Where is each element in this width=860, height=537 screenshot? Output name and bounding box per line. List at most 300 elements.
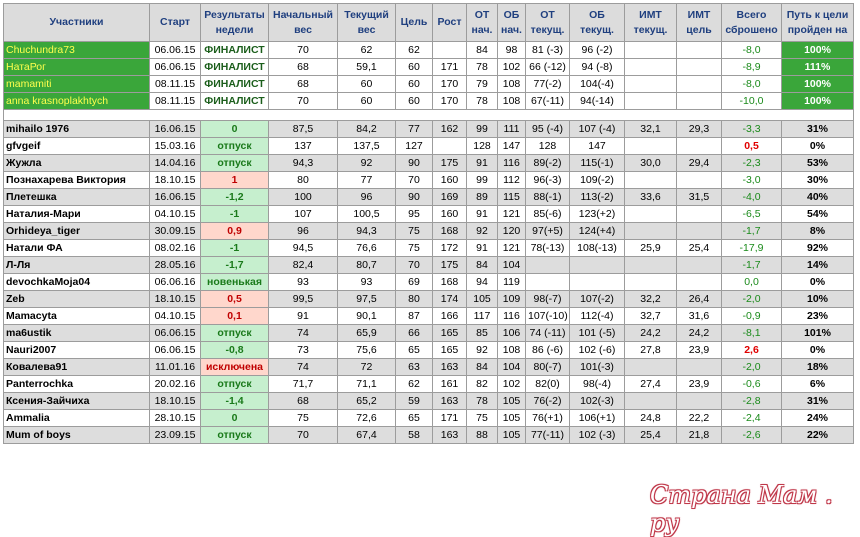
cell-bmi-goal — [677, 257, 722, 274]
cell-bmi-goal — [677, 172, 722, 189]
cell-ot-start: 79 — [467, 76, 498, 93]
cell-ot-cur: 76(-2) — [526, 393, 570, 410]
cell-goal: 127 — [396, 138, 433, 155]
cell-total: -4,0 — [722, 189, 782, 206]
table-row — [4, 93, 854, 110]
cell-goal: 75 — [396, 223, 433, 240]
cell-path: 54% — [782, 206, 854, 223]
cell-total: -8,0 — [722, 76, 782, 93]
cell-bmi-cur: 24,2 — [625, 325, 677, 342]
table-row — [4, 376, 854, 393]
cell-ob-start: 121 — [498, 240, 526, 257]
cell-goal: 69 — [396, 274, 433, 291]
cell-ob-start: 116 — [498, 155, 526, 172]
cell-bmi-cur: 25,9 — [625, 240, 677, 257]
cell-height: 168 — [433, 223, 467, 240]
cell-start: 08.02.16 — [150, 240, 201, 257]
cell-ot-start: 91 — [467, 240, 498, 257]
cell-name: mihailo 1976 — [4, 121, 150, 138]
cell-goal: 87 — [396, 308, 433, 325]
header-height: Рост — [433, 4, 467, 42]
cell-ob-cur: 113(-2) — [570, 189, 625, 206]
cell-ob-cur: 102 (-6) — [570, 342, 625, 359]
cell-bmi-cur: 32,7 — [625, 308, 677, 325]
cell-height: 165 — [433, 325, 467, 342]
cell-path: 6% — [782, 376, 854, 393]
cell-bmi-goal: 25,4 — [677, 240, 722, 257]
cell-result: 1 — [201, 172, 269, 189]
cell-goal: 65 — [396, 410, 433, 427]
cell-current: 97,5 — [338, 291, 396, 308]
cell-name: ma6ustik — [4, 325, 150, 342]
cell-result: -1,2 — [201, 189, 269, 206]
cell-ob-start: 112 — [498, 172, 526, 189]
cell-current: 62 — [338, 42, 396, 59]
cell-ob-cur: 107(-2) — [570, 291, 625, 308]
cell-ob-start: 98 — [498, 42, 526, 59]
cell-current: 75,6 — [338, 342, 396, 359]
cell-initial: 70 — [269, 427, 338, 444]
cell-ob-start: 105 — [498, 427, 526, 444]
cell-result: отпуск — [201, 376, 269, 393]
separator-cell — [4, 110, 854, 121]
cell-ob-cur: 108(-13) — [570, 240, 625, 257]
cell-path: 111% — [782, 59, 854, 76]
cell-ot-cur: 97(+5) — [526, 223, 570, 240]
cell-ob-cur — [570, 274, 625, 291]
cell-ot-cur: 81 (-3) — [526, 42, 570, 59]
cell-start: 16.06.15 — [150, 189, 201, 206]
cell-path: 8% — [782, 223, 854, 240]
cell-initial: 100 — [269, 189, 338, 206]
cell-ob-start: 105 — [498, 393, 526, 410]
cell-bmi-goal: 29,3 — [677, 121, 722, 138]
cell-total: -0,9 — [722, 308, 782, 325]
header-row — [4, 4, 854, 42]
cell-total: -2,3 — [722, 155, 782, 172]
cell-initial: 82,4 — [269, 257, 338, 274]
header-result: Результаты недели — [201, 4, 269, 42]
cell-total: -0,6 — [722, 376, 782, 393]
cell-bmi-cur: 32,2 — [625, 291, 677, 308]
table-row — [4, 76, 854, 93]
cell-ot-cur: 86 (-6) — [526, 342, 570, 359]
cell-bmi-goal — [677, 223, 722, 240]
cell-ob-cur: 124(+4) — [570, 223, 625, 240]
cell-start: 06.06.15 — [150, 59, 201, 76]
cell-goal: 90 — [396, 155, 433, 172]
cell-ot-start: 78 — [467, 393, 498, 410]
cell-total: -8,9 — [722, 59, 782, 76]
cell-path: 10% — [782, 291, 854, 308]
cell-path: 22% — [782, 427, 854, 444]
cell-ot-start: 99 — [467, 121, 498, 138]
table-row — [4, 189, 854, 206]
cell-start: 14.04.16 — [150, 155, 201, 172]
cell-name: Натали ФА — [4, 240, 150, 257]
header-ob-start: ОБ нач. — [498, 4, 526, 42]
table-row — [4, 59, 854, 76]
cell-current: 67,4 — [338, 427, 396, 444]
cell-total: -2,6 — [722, 427, 782, 444]
cell-current: 65,2 — [338, 393, 396, 410]
cell-height: 171 — [433, 59, 467, 76]
cell-goal: 75 — [396, 240, 433, 257]
cell-ob-start: 121 — [498, 206, 526, 223]
cell-bmi-goal — [677, 93, 722, 110]
cell-current: 77 — [338, 172, 396, 189]
cell-bmi-cur — [625, 359, 677, 376]
table-row — [4, 325, 854, 342]
cell-height: 166 — [433, 308, 467, 325]
cell-total: -2,4 — [722, 410, 782, 427]
cell-ot-start: 92 — [467, 342, 498, 359]
cell-height: 168 — [433, 274, 467, 291]
cell-initial: 70 — [269, 93, 338, 110]
cell-current: 72,6 — [338, 410, 396, 427]
cell-bmi-cur: 32,1 — [625, 121, 677, 138]
cell-goal: 77 — [396, 121, 433, 138]
cell-path: 100% — [782, 42, 854, 59]
cell-start: 18.10.15 — [150, 393, 201, 410]
cell-ob-start: 108 — [498, 93, 526, 110]
cell-bmi-cur: 25,4 — [625, 427, 677, 444]
header-total: Всего сброшено — [722, 4, 782, 42]
table-row — [4, 393, 854, 410]
cell-ob-start: 102 — [498, 376, 526, 393]
header-initial: Начальный вес — [269, 4, 338, 42]
cell-start: 08.11.15 — [150, 93, 201, 110]
cell-bmi-cur — [625, 59, 677, 76]
cell-ot-start: 88 — [467, 427, 498, 444]
cell-initial: 68 — [269, 76, 338, 93]
cell-path: 0% — [782, 274, 854, 291]
table-row — [4, 223, 854, 240]
cell-ot-cur: 74 (-11) — [526, 325, 570, 342]
cell-height — [433, 138, 467, 155]
cell-bmi-goal — [677, 274, 722, 291]
cell-current: 65,9 — [338, 325, 396, 342]
cell-ot-cur: 66 (-12) — [526, 59, 570, 76]
cell-ot-start: 92 — [467, 223, 498, 240]
cell-path: 18% — [782, 359, 854, 376]
header-current: Текущий вес — [338, 4, 396, 42]
cell-height: 171 — [433, 410, 467, 427]
cell-name: Жужла — [4, 155, 150, 172]
cell-ob-cur: 94 (-8) — [570, 59, 625, 76]
cell-start: 18.10.15 — [150, 291, 201, 308]
cell-ot-start: 128 — [467, 138, 498, 155]
cell-ob-start: 105 — [498, 410, 526, 427]
cell-initial: 73 — [269, 342, 338, 359]
cell-initial: 99,5 — [269, 291, 338, 308]
cell-ob-start: 108 — [498, 342, 526, 359]
cell-ob-cur: 147 — [570, 138, 625, 155]
cell-current: 100,5 — [338, 206, 396, 223]
cell-path: 101% — [782, 325, 854, 342]
cell-path: 100% — [782, 93, 854, 110]
cell-total: -3,3 — [722, 121, 782, 138]
cell-current: 90,1 — [338, 308, 396, 325]
cell-current: 60 — [338, 93, 396, 110]
cell-result: отпуск — [201, 427, 269, 444]
cell-initial: 107 — [269, 206, 338, 223]
cell-ot-cur: 78(-13) — [526, 240, 570, 257]
cell-total: -8,0 — [722, 42, 782, 59]
cell-ot-cur: 89(-2) — [526, 155, 570, 172]
cell-path: 14% — [782, 257, 854, 274]
cell-initial: 87,5 — [269, 121, 338, 138]
cell-goal: 60 — [396, 93, 433, 110]
cell-ob-start: 104 — [498, 257, 526, 274]
table-row — [4, 121, 854, 138]
cell-start: 28.05.16 — [150, 257, 201, 274]
weight-loss-table — [3, 3, 854, 444]
cell-bmi-goal — [677, 42, 722, 59]
cell-height: 162 — [433, 121, 467, 138]
cell-total: 0,0 — [722, 274, 782, 291]
cell-current: 137,5 — [338, 138, 396, 155]
header-ot-start: ОТ нач. — [467, 4, 498, 42]
header-goal: Цель — [396, 4, 433, 42]
cell-result: 0 — [201, 121, 269, 138]
cell-bmi-goal: 31,5 — [677, 189, 722, 206]
cell-name: Orhideya_tiger — [4, 223, 150, 240]
table-row — [4, 257, 854, 274]
cell-ob-cur: 98(-4) — [570, 376, 625, 393]
cell-bmi-cur: 27,4 — [625, 376, 677, 393]
cell-ot-start: 91 — [467, 155, 498, 172]
cell-bmi-goal — [677, 393, 722, 410]
cell-ob-cur: 109(-2) — [570, 172, 625, 189]
cell-current: 60 — [338, 76, 396, 93]
table-row — [4, 274, 854, 291]
cell-result: исключена — [201, 359, 269, 376]
header-start: Старт — [150, 4, 201, 42]
cell-name: НатаРог — [4, 59, 150, 76]
cell-bmi-cur — [625, 257, 677, 274]
cell-bmi-cur: 33,6 — [625, 189, 677, 206]
header-ob-cur: ОБ текущ. — [570, 4, 625, 42]
cell-name: Ammalia — [4, 410, 150, 427]
cell-ot-start: 78 — [467, 59, 498, 76]
cell-height: 170 — [433, 93, 467, 110]
cell-total: 0,5 — [722, 138, 782, 155]
cell-initial: 91 — [269, 308, 338, 325]
cell-path: 23% — [782, 308, 854, 325]
cell-bmi-cur: 30,0 — [625, 155, 677, 172]
cell-name: Nauri2007 — [4, 342, 150, 359]
cell-bmi-goal — [677, 359, 722, 376]
cell-path: 30% — [782, 172, 854, 189]
cell-bmi-goal: 24,2 — [677, 325, 722, 342]
cell-start: 06.06.15 — [150, 342, 201, 359]
cell-goal: 95 — [396, 206, 433, 223]
cell-height — [433, 42, 467, 59]
cell-result: отпуск — [201, 138, 269, 155]
cell-height: 163 — [433, 359, 467, 376]
cell-name: Panterrochka — [4, 376, 150, 393]
cell-initial: 94,5 — [269, 240, 338, 257]
header-bmi-cur: ИМТ текущ. — [625, 4, 677, 42]
cell-total: -8,1 — [722, 325, 782, 342]
cell-path: 100% — [782, 76, 854, 93]
cell-current: 93 — [338, 274, 396, 291]
cell-current: 84,2 — [338, 121, 396, 138]
cell-name: Познахарева Виктория — [4, 172, 150, 189]
cell-height: 174 — [433, 291, 467, 308]
cell-ob-start: 111 — [498, 121, 526, 138]
cell-name: Наталия-Мари — [4, 206, 150, 223]
cell-height: 160 — [433, 172, 467, 189]
cell-initial: 75 — [269, 410, 338, 427]
cell-name: Mamacyta — [4, 308, 150, 325]
cell-ot-cur: 95 (-4) — [526, 121, 570, 138]
cell-height: 172 — [433, 240, 467, 257]
cell-ot-cur: 98(-7) — [526, 291, 570, 308]
cell-name: mamamiti — [4, 76, 150, 93]
cell-start: 16.06.15 — [150, 121, 201, 138]
cell-goal: 70 — [396, 172, 433, 189]
header-path: Путь к цели пройден на — [782, 4, 854, 42]
cell-path: 40% — [782, 189, 854, 206]
cell-total: -10,0 — [722, 93, 782, 110]
cell-bmi-cur — [625, 274, 677, 291]
table-row — [4, 359, 854, 376]
cell-ot-cur — [526, 274, 570, 291]
cell-total: -6,5 — [722, 206, 782, 223]
cell-goal: 70 — [396, 257, 433, 274]
cell-ot-start: 117 — [467, 308, 498, 325]
cell-start: 06.06.15 — [150, 42, 201, 59]
separator-row — [4, 110, 854, 121]
cell-current: 76,6 — [338, 240, 396, 257]
cell-goal: 90 — [396, 189, 433, 206]
cell-ot-cur: 128 — [526, 138, 570, 155]
cell-result: ФИНАЛИСТ — [201, 59, 269, 76]
cell-start: 04.10.15 — [150, 206, 201, 223]
cell-ob-cur: 94(-14) — [570, 93, 625, 110]
cell-height: 161 — [433, 376, 467, 393]
cell-bmi-cur — [625, 206, 677, 223]
cell-current: 71,1 — [338, 376, 396, 393]
cell-start: 08.11.15 — [150, 76, 201, 93]
cell-bmi-cur — [625, 93, 677, 110]
cell-ot-cur: 85(-6) — [526, 206, 570, 223]
cell-total: -1,7 — [722, 223, 782, 240]
cell-result: 0 — [201, 410, 269, 427]
cell-path: 31% — [782, 121, 854, 138]
cell-result: ФИНАЛИСТ — [201, 76, 269, 93]
cell-ob-start: 115 — [498, 189, 526, 206]
cell-result: ФИНАЛИСТ — [201, 93, 269, 110]
cell-start: 18.10.15 — [150, 172, 201, 189]
cell-ob-cur: 107 (-4) — [570, 121, 625, 138]
cell-ob-start: 106 — [498, 325, 526, 342]
cell-ot-start: 91 — [467, 206, 498, 223]
cell-current: 94,3 — [338, 223, 396, 240]
cell-bmi-cur — [625, 393, 677, 410]
cell-ob-start: 116 — [498, 308, 526, 325]
cell-bmi-goal: 21,8 — [677, 427, 722, 444]
cell-ob-cur: 104(-4) — [570, 76, 625, 93]
cell-goal: 59 — [396, 393, 433, 410]
cell-goal: 58 — [396, 427, 433, 444]
cell-result: -1 — [201, 206, 269, 223]
cell-height: 163 — [433, 427, 467, 444]
cell-result: новенькая — [201, 274, 269, 291]
cell-ob-start: 102 — [498, 59, 526, 76]
cell-ob-cur: 102(-3) — [570, 393, 625, 410]
cell-total: 2,6 — [722, 342, 782, 359]
cell-ot-start: 75 — [467, 410, 498, 427]
cell-ot-cur: 77(-2) — [526, 76, 570, 93]
cell-ot-cur: 88(-1) — [526, 189, 570, 206]
cell-bmi-goal — [677, 59, 722, 76]
cell-ot-start: 84 — [467, 359, 498, 376]
cell-bmi-goal: 22,2 — [677, 410, 722, 427]
cell-path: 31% — [782, 393, 854, 410]
cell-initial: 80 — [269, 172, 338, 189]
cell-name: gfvgeif — [4, 138, 150, 155]
cell-start: 04.10.15 — [150, 308, 201, 325]
cell-ob-start: 119 — [498, 274, 526, 291]
cell-initial: 93 — [269, 274, 338, 291]
cell-ob-cur: 115(-1) — [570, 155, 625, 172]
cell-start: 28.10.15 — [150, 410, 201, 427]
table-row — [4, 42, 854, 59]
cell-bmi-cur: 27,8 — [625, 342, 677, 359]
cell-goal: 63 — [396, 359, 433, 376]
table-row — [4, 240, 854, 257]
cell-bmi-goal — [677, 206, 722, 223]
cell-total: -2,0 — [722, 359, 782, 376]
cell-bmi-goal: 31,6 — [677, 308, 722, 325]
cell-result: 0,9 — [201, 223, 269, 240]
cell-result: -1,4 — [201, 393, 269, 410]
cell-ot-start: 78 — [467, 93, 498, 110]
cell-height: 169 — [433, 189, 467, 206]
cell-ot-start: 82 — [467, 376, 498, 393]
cell-path: 24% — [782, 410, 854, 427]
header-ot-cur: ОТ текущ. — [526, 4, 570, 42]
cell-ot-start: 105 — [467, 291, 498, 308]
cell-path: 53% — [782, 155, 854, 172]
cell-total: -1,7 — [722, 257, 782, 274]
table-row — [4, 308, 854, 325]
cell-current: 59,1 — [338, 59, 396, 76]
cell-ot-cur: 107(-10) — [526, 308, 570, 325]
cell-initial: 96 — [269, 223, 338, 240]
cell-bmi-goal — [677, 76, 722, 93]
header-name: Участники — [4, 4, 150, 42]
cell-ob-start: 109 — [498, 291, 526, 308]
cell-path: 92% — [782, 240, 854, 257]
cell-result: ФИНАЛИСТ — [201, 42, 269, 59]
cell-start: 23.09.15 — [150, 427, 201, 444]
cell-ob-cur: 96 (-2) — [570, 42, 625, 59]
table-row — [4, 138, 854, 155]
cell-current: 92 — [338, 155, 396, 172]
table-body — [4, 42, 854, 444]
cell-height: 170 — [433, 76, 467, 93]
table-row — [4, 291, 854, 308]
cell-ob-start: 120 — [498, 223, 526, 240]
cell-bmi-cur — [625, 223, 677, 240]
cell-name: Mum of boys — [4, 427, 150, 444]
cell-bmi-goal: 29,4 — [677, 155, 722, 172]
cell-ob-cur: 112(-4) — [570, 308, 625, 325]
